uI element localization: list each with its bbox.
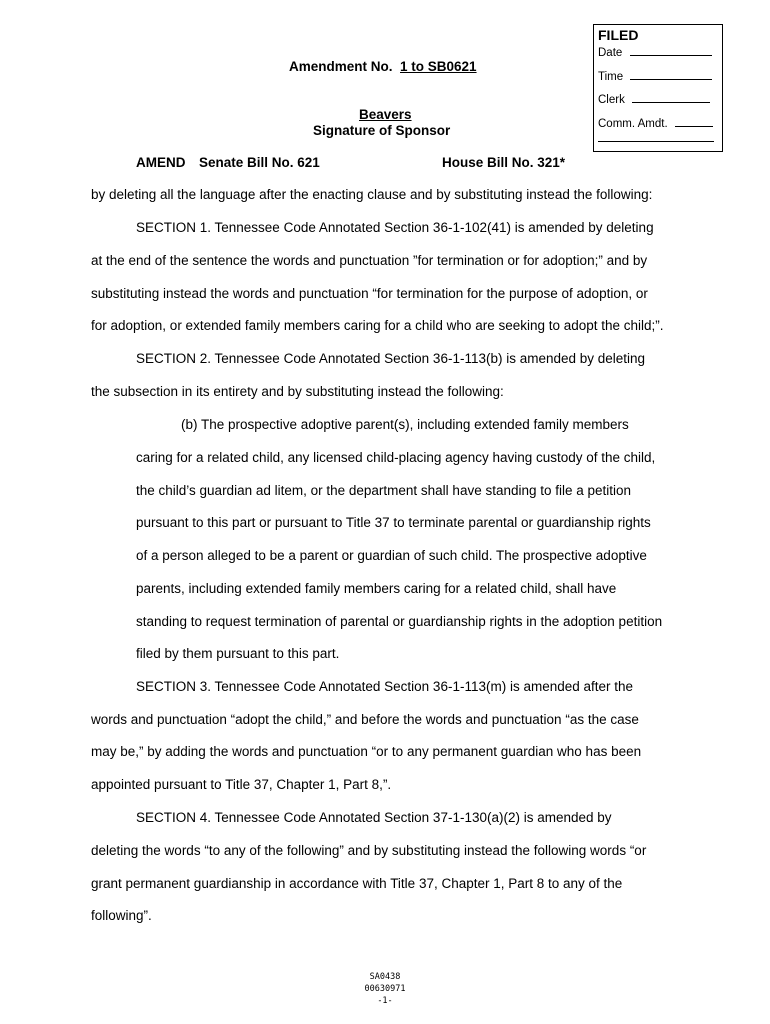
page-number: -1- (377, 996, 393, 1006)
filed-time-label: Time (598, 71, 624, 83)
filed-clerk-line (598, 92, 710, 106)
body-line: pursuant to this part or pursuant to Title 37 to terminate parental or guardianship rights (136, 515, 651, 530)
body-line: substituting instead the words and punctuation “for termination for the purpose of adoption, or (91, 286, 648, 301)
body-line: SECTION 3. Tennessee Code Annotated Section 36-1-113(m) is amended after the (136, 679, 634, 694)
body-line: at the end of the sentence the words and punctuation ”for termination or for adoption;” and by (91, 253, 648, 268)
filed-time-line (598, 69, 712, 83)
filed-time-blank (630, 69, 712, 80)
filed-date-label: Date (598, 47, 623, 59)
body-line: filed by them pursuant to this part. (136, 646, 340, 661)
body-line: appointed pursuant to Title 37, Chapter 1, Part 8,”. (91, 777, 392, 792)
body-line: caring for a related child, any licensed child-placing agency having custody of the child, (136, 450, 656, 465)
amendment-number: 1 to SB0621 (400, 59, 477, 74)
body-line: following”. (91, 908, 152, 923)
body-line: for adoption, or extended family members caring for a child who are seeking to adopt the child;”. (91, 318, 664, 333)
filed-comm-label: Comm. Amdt. (598, 118, 668, 130)
filed-stamp-box (593, 24, 723, 152)
footer-code-1: SA0438 (369, 972, 401, 982)
body-line: SECTION 4. Tennessee Code Annotated Section 37-1-130(a)(2) is amended by (136, 810, 612, 825)
body-line: SECTION 2. Tennessee Code Annotated Section 36-1-113(b) is amended by deleting (136, 351, 646, 366)
senate-bill-number: Senate Bill No. 621 (199, 155, 320, 170)
body-line: parents, including extended family members caring for a related child, shall have (136, 581, 617, 596)
body-line: the subsection in its entirety and by substituting instead the following: (91, 384, 504, 399)
footer-code-2: 00630971 (364, 984, 406, 994)
sponsor-name: Beavers (359, 107, 412, 122)
amendment-title (289, 59, 477, 74)
body-line: words and punctuation “adopt the child,” and before the words and punctuation “as the case (91, 712, 639, 727)
body-line: by deleting all the language after the enacting clause and by substituting instead the following: (91, 187, 653, 202)
body-line: (b) The prospective adoptive parent(s), including extended family members (181, 417, 629, 432)
filed-title: FILED (598, 27, 639, 43)
body-line: standing to request termination of parental or guardianship rights in the adoption petition (136, 614, 663, 629)
filed-clerk-label: Clerk (598, 94, 625, 106)
filed-comm-blank (675, 116, 713, 127)
body-line: deleting the words “to any of the following” and by substituting instead the following words “or (91, 843, 647, 858)
filed-comm-line (598, 116, 713, 130)
house-bill-number: House Bill No. 321* (442, 155, 566, 170)
body-line: the child’s guardian ad litem, or the department shall have standing to file a petition (136, 483, 632, 498)
body-line: grant permanent guardianship in accordance with Title 37, Chapter 1, Part 8 to any of the (91, 876, 623, 891)
filed-clerk-blank (632, 92, 710, 103)
amendment-prefix: Amendment No. (289, 59, 393, 74)
filed-bottom-rule (598, 141, 714, 142)
sponsor-label: Signature of Sponsor (313, 123, 451, 138)
filed-date-line (598, 45, 712, 59)
body-line: SECTION 1. Tennessee Code Annotated Section 36-1-102(41) is amended by deleting (136, 220, 654, 235)
body-line: of a person alleged to be a parent or guardian of such child. The prospective adoptive (136, 548, 647, 563)
filed-date-blank (630, 45, 712, 56)
amend-label: AMEND (136, 155, 186, 170)
body-line: may be,” by adding the words and punctuation “or to any permanent guardian who has been (91, 744, 642, 759)
